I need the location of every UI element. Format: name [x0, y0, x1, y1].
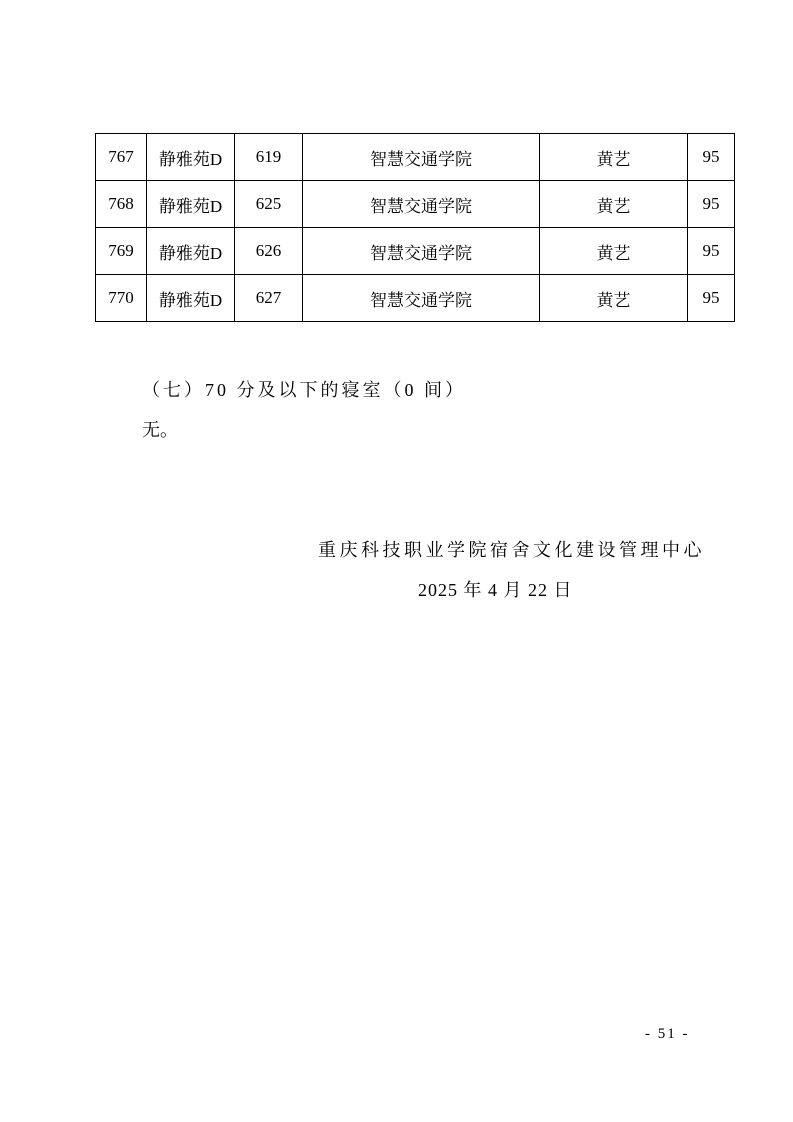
building-cell: 静雅苑D [147, 228, 235, 275]
college-cell: 智慧交通学院 [303, 275, 540, 322]
college-cell: 智慧交通学院 [303, 228, 540, 275]
room-cell: 619 [235, 134, 303, 181]
row-number-cell: 770 [96, 275, 147, 322]
row-number-cell: 767 [96, 134, 147, 181]
teacher-cell: 黄艺 [540, 134, 688, 181]
row-number-cell: 769 [96, 228, 147, 275]
signature-organization: 重庆科技职业学院宿舍文化建设管理中心 [318, 540, 705, 560]
teacher-cell: 黄艺 [540, 181, 688, 228]
building-cell: 静雅苑D [147, 134, 235, 181]
score-cell: 95 [688, 228, 735, 275]
table-row [96, 275, 735, 322]
room-cell: 627 [235, 275, 303, 322]
building-cell: 静雅苑D [147, 181, 235, 228]
section-body: 无。 [142, 420, 178, 440]
college-cell: 智慧交通学院 [303, 134, 540, 181]
score-cell: 95 [688, 181, 735, 228]
row-number-cell: 768 [96, 181, 147, 228]
page-number: - 51 - [645, 1026, 690, 1042]
score-cell: 95 [688, 275, 735, 322]
building-cell: 静雅苑D [147, 275, 235, 322]
room-cell: 625 [235, 181, 303, 228]
table-row [96, 181, 735, 228]
dormitory-score-table [95, 133, 735, 322]
table-row [96, 134, 735, 181]
room-cell: 626 [235, 228, 303, 275]
section-heading: （七）70 分及以下的寝室（0 间） [142, 380, 466, 400]
score-cell: 95 [688, 134, 735, 181]
college-cell: 智慧交通学院 [303, 181, 540, 228]
table-row [96, 228, 735, 275]
teacher-cell: 黄艺 [540, 228, 688, 275]
signature-date: 2025 年 4 月 22 日 [418, 580, 573, 600]
teacher-cell: 黄艺 [540, 275, 688, 322]
